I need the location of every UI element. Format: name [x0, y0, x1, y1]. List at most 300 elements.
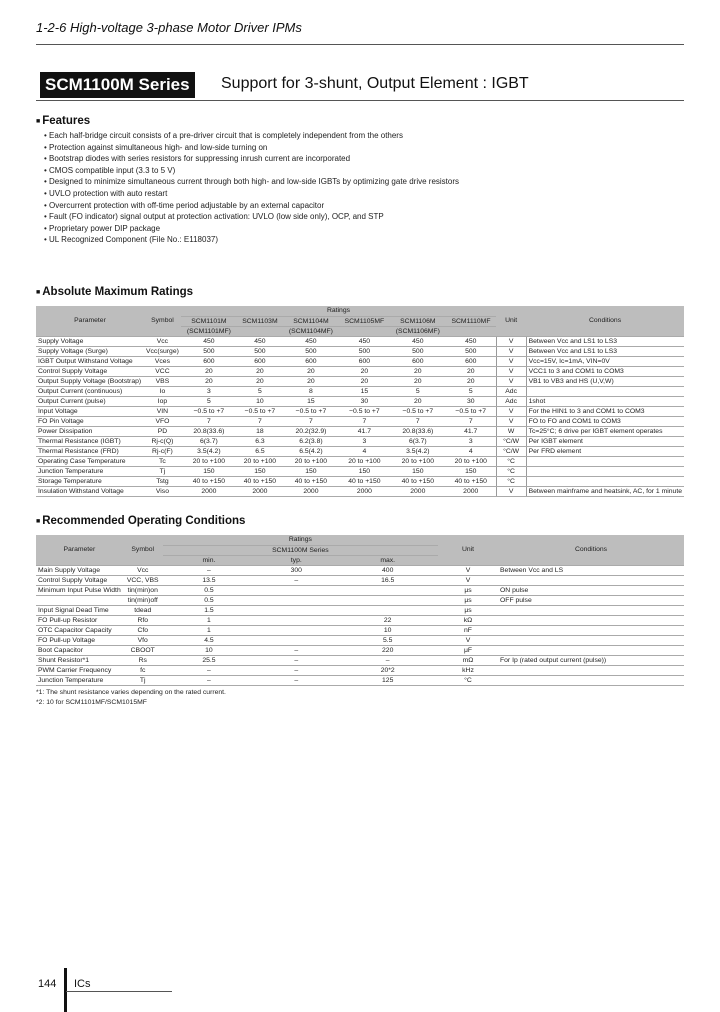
table-row [36, 605, 684, 615]
model-header: SCM1105MF [339, 316, 390, 326]
row-conditions: Between Vcc and LS [498, 565, 684, 575]
model-subheader: (SCM1106MF) [390, 326, 446, 336]
row-conditions [498, 675, 684, 685]
row-symbol: Vfo [123, 635, 163, 645]
row-unit: Adc [496, 396, 526, 406]
row-min: – [163, 565, 255, 575]
row-parameter: FO Pin Voltage [36, 416, 144, 426]
model-subheader: (SCM1101MF) [181, 326, 237, 336]
row-unit: μs [438, 585, 498, 595]
abs-col-parameter: Parameter [36, 306, 144, 336]
row-value: 10 [237, 396, 283, 406]
footnote-2: *2: 10 for SCM1101MF/SCM1015MF [36, 699, 147, 706]
row-typ: – [255, 575, 337, 585]
table-row [36, 436, 684, 446]
row-value: 20.8(33.6) [390, 426, 446, 436]
row-value: 6.3 [237, 436, 283, 446]
row-value: 20 [446, 366, 496, 376]
row-value: 450 [283, 336, 339, 346]
page-rule [66, 991, 172, 992]
row-unit: Adc [496, 386, 526, 396]
row-value: 5 [446, 386, 496, 396]
row-value: 20 [390, 396, 446, 406]
row-value: 150 [181, 466, 237, 476]
row-value: 4 [339, 446, 390, 456]
row-value: 600 [390, 356, 446, 366]
row-max [337, 595, 438, 605]
row-symbol: Rj-c(Q) [144, 436, 181, 446]
row-parameter: Thermal Resistance (IGBT) [36, 436, 144, 446]
row-symbol: Cfo [123, 625, 163, 635]
row-conditions: Tc=25°C; 6 drive per IGBT element operates [526, 426, 684, 436]
table-row [36, 386, 684, 396]
row-unit: kΩ [438, 615, 498, 625]
abs-col-conditions: Conditions [526, 306, 684, 336]
row-symbol: VIN [144, 406, 181, 416]
table-row [36, 416, 684, 426]
row-value: 450 [446, 336, 496, 346]
row-parameter: Control Supply Voltage [36, 366, 144, 376]
row-value: 20 [283, 376, 339, 386]
row-symbol: tdead [123, 605, 163, 615]
row-conditions: ON pulse [498, 585, 684, 595]
row-parameter: PWM Carrier Frequency [36, 665, 123, 675]
row-min: – [163, 665, 255, 675]
row-conditions: For Ip (rated output current (pulse)) [498, 655, 684, 665]
row-unit: °C [496, 476, 526, 486]
row-max: – [337, 655, 438, 665]
row-value: 600 [237, 356, 283, 366]
model-subheader [339, 326, 390, 336]
row-symbol: VFO [144, 416, 181, 426]
row-conditions [526, 386, 684, 396]
row-value: 5 [390, 386, 446, 396]
table-row [36, 476, 684, 486]
row-value: 5 [237, 386, 283, 396]
row-symbol: Io [144, 386, 181, 396]
row-symbol: PD [144, 426, 181, 436]
abs-col-unit: Unit [496, 306, 526, 336]
row-conditions: Between Vcc and LS1 to LS3 [526, 336, 684, 346]
row-min: 25.5 [163, 655, 255, 665]
table-row [36, 675, 684, 685]
row-conditions: For the HIN1 to 3 and COM1 to COM3 [526, 406, 684, 416]
row-symbol: tin(min)on [123, 585, 163, 595]
row-symbol: Vcc [123, 565, 163, 575]
row-value: 20 [390, 376, 446, 386]
table-row [36, 595, 684, 605]
row-symbol: tin(min)off [123, 595, 163, 605]
table-row [36, 366, 684, 376]
row-unit: V [496, 376, 526, 386]
row-conditions [526, 466, 684, 476]
row-conditions [498, 605, 684, 615]
table-row [36, 575, 684, 585]
page-section-label: ICs [74, 978, 91, 990]
row-max: 220 [337, 645, 438, 655]
row-value: 150 [237, 466, 283, 476]
row-value: 20 [446, 376, 496, 386]
row-value: 6.5 [237, 446, 283, 456]
row-symbol: Rj-c(F) [144, 446, 181, 456]
row-typ: – [255, 645, 337, 655]
row-parameter: IGBT Output Withstand Voltage [36, 356, 144, 366]
row-unit: μs [438, 595, 498, 605]
row-conditions [498, 575, 684, 585]
row-value: 7 [181, 416, 237, 426]
series-name: SCM1100M Series [40, 72, 195, 98]
row-value: 600 [283, 356, 339, 366]
row-value: 7 [339, 416, 390, 426]
row-value: 20 [181, 366, 237, 376]
row-max: 125 [337, 675, 438, 685]
row-parameter: Output Supply Voltage (Bootstrap) [36, 376, 144, 386]
row-conditions: Per FRD element [526, 446, 684, 456]
row-value: 20 to +100 [181, 456, 237, 466]
row-max: 22 [337, 615, 438, 625]
row-max [337, 605, 438, 615]
feature-item: • UL Recognized Component (File No.: E118037) [44, 234, 664, 246]
table-row [36, 466, 684, 476]
row-value: 7 [446, 416, 496, 426]
row-value: 500 [339, 346, 390, 356]
table-row [36, 396, 684, 406]
table-row [36, 655, 684, 665]
row-unit: V [496, 486, 526, 496]
row-value: 20 to +100 [283, 456, 339, 466]
table-row [36, 426, 684, 436]
row-min: 0.5 [163, 585, 255, 595]
row-symbol: Tj [123, 675, 163, 685]
row-value: 500 [283, 346, 339, 356]
row-conditions: Between Vcc and LS1 to LS3 [526, 346, 684, 356]
row-conditions: 1shot [526, 396, 684, 406]
features-heading: ■ Features [36, 115, 90, 127]
row-value: 600 [446, 356, 496, 366]
row-conditions [526, 456, 684, 466]
row-value: 20 to +100 [446, 456, 496, 466]
row-value: 20 [283, 366, 339, 376]
row-typ: – [255, 655, 337, 665]
row-value: 6(3.7) [181, 436, 237, 446]
rec-op-heading: ■ Recommended Operating Conditions [36, 515, 245, 527]
rec-col-conditions: Conditions [498, 535, 684, 565]
footnote-1: *1: The shunt resistance varies depending on the rated current. [36, 689, 226, 696]
row-value: 3 [339, 436, 390, 446]
series-subtitle: Support for 3-shunt, Output Element : IGBT [221, 75, 529, 92]
row-value: 2000 [339, 486, 390, 496]
row-conditions [498, 615, 684, 625]
row-unit: nF [438, 625, 498, 635]
row-value: 40 to +150 [446, 476, 496, 486]
row-conditions: Per IGBT element [526, 436, 684, 446]
row-min: 4.5 [163, 635, 255, 645]
abs-max-table [36, 306, 684, 497]
row-unit: V [438, 635, 498, 645]
row-unit: V [438, 575, 498, 585]
row-value: 18 [237, 426, 283, 436]
row-value: 500 [181, 346, 237, 356]
row-symbol: VCC, VBS [123, 575, 163, 585]
rec-col-series: SCM1100M Series [163, 545, 438, 555]
row-value: 450 [237, 336, 283, 346]
row-value: 15 [283, 396, 339, 406]
row-conditions [498, 645, 684, 655]
row-unit: W [496, 426, 526, 436]
row-value: 20.8(33.6) [181, 426, 237, 436]
row-conditions: Vcc=15V, Ic=1mA, VIN=0V [526, 356, 684, 366]
series-rule [36, 100, 684, 101]
row-unit: V [496, 416, 526, 426]
row-max: 400 [337, 565, 438, 575]
table-row [36, 456, 684, 466]
model-header: SCM1101M [181, 316, 237, 326]
row-value: 2000 [283, 486, 339, 496]
row-parameter: Power Dissipation [36, 426, 144, 436]
row-symbol: VCC [144, 366, 181, 376]
row-value: 7 [390, 416, 446, 426]
row-symbol: Viso [144, 486, 181, 496]
row-max: 20*2 [337, 665, 438, 675]
row-value: 20 to +100 [339, 456, 390, 466]
rec-col-unit: Unit [438, 535, 498, 565]
feature-item: • Proprietary power DIP package [44, 223, 664, 235]
row-value: 450 [390, 336, 446, 346]
row-min: 1.5 [163, 605, 255, 615]
row-parameter: Storage Temperature [36, 476, 144, 486]
row-max: 16.5 [337, 575, 438, 585]
row-parameter: Supply Voltage [36, 336, 144, 346]
row-max [337, 585, 438, 595]
row-value: 2000 [446, 486, 496, 496]
table-row [36, 346, 684, 356]
row-conditions: FO to FO and COM1 to COM3 [526, 416, 684, 426]
table-row [36, 565, 684, 575]
row-value: −0.5 to +7 [283, 406, 339, 416]
row-unit: °C [496, 466, 526, 476]
table-row [36, 486, 684, 496]
row-parameter: Thermal Resistance (FRD) [36, 446, 144, 456]
feature-item: • Designed to minimize simultaneous current through both high- and low-side IGBTs by optimizing gate drive resistors [44, 176, 664, 188]
row-symbol: Vcc [144, 336, 181, 346]
rec-col-max: max. [337, 555, 438, 565]
feature-item: • Protection against simultaneous high- and low-side turning on [44, 142, 664, 154]
page-number: 144 [38, 978, 57, 990]
row-value: 3.5(4.2) [181, 446, 237, 456]
row-conditions [498, 665, 684, 675]
row-conditions: OFF pulse [498, 595, 684, 605]
row-value: 20 to +100 [390, 456, 446, 466]
row-unit: °C/W [496, 446, 526, 456]
row-value: 3 [181, 386, 237, 396]
row-min: 1 [163, 615, 255, 625]
row-typ [255, 625, 337, 635]
row-value: 8 [283, 386, 339, 396]
rec-col-typ: typ. [255, 555, 337, 565]
row-parameter: Input Signal Dead Time [36, 605, 123, 615]
table-row [36, 665, 684, 675]
row-value: 500 [237, 346, 283, 356]
top-rule [36, 44, 684, 45]
row-parameter: Output Current (pulse) [36, 396, 144, 406]
row-value: 15 [339, 386, 390, 396]
row-typ [255, 635, 337, 645]
row-unit: μs [438, 605, 498, 615]
row-typ: – [255, 665, 337, 675]
model-subheader [446, 326, 496, 336]
row-value: 6.5(4.2) [283, 446, 339, 456]
row-value: 600 [339, 356, 390, 366]
row-parameter: OTC Capacitor Capacity [36, 625, 123, 635]
feature-item: • Fault (FO indicator) signal output at protection activation: UVLO (low side only), OCP, and STP [44, 211, 664, 223]
row-symbol: Rs [123, 655, 163, 665]
rec-op-table [36, 535, 684, 686]
row-value: 150 [390, 466, 446, 476]
row-value: −0.5 to +7 [237, 406, 283, 416]
table-row [36, 615, 684, 625]
row-value: −0.5 to +7 [390, 406, 446, 416]
row-parameter: Junction Temperature [36, 675, 123, 685]
row-symbol: Tc [144, 456, 181, 466]
rec-col-min: min. [163, 555, 255, 565]
row-unit: kHz [438, 665, 498, 675]
row-value: 450 [339, 336, 390, 346]
rec-col-ratings: Ratings [163, 535, 438, 545]
row-value: 20 [237, 366, 283, 376]
row-min: 1 [163, 625, 255, 635]
row-symbol: Vcc(surge) [146, 347, 179, 355]
row-symbol: Tj [144, 466, 181, 476]
row-value: 500 [390, 346, 446, 356]
row-max: 5.5 [337, 635, 438, 645]
row-unit: V [496, 336, 526, 346]
row-value: 4 [446, 446, 496, 456]
row-unit: V [496, 366, 526, 376]
row-value: 2000 [237, 486, 283, 496]
row-parameter: Shunt Resistor*1 [36, 655, 123, 665]
row-value: 20 [390, 366, 446, 376]
row-symbol: CBOOT [123, 645, 163, 655]
row-min: 13.5 [163, 575, 255, 585]
row-value: 150 [446, 466, 496, 476]
rec-col-parameter: Parameter [36, 535, 123, 565]
table-row [36, 625, 684, 635]
row-value: 7 [237, 416, 283, 426]
row-value: 20.2(32.9) [283, 426, 339, 436]
row-value: 450 [181, 336, 237, 346]
row-value: 40 to +150 [283, 476, 339, 486]
row-value: 500 [446, 346, 496, 356]
row-value: −0.5 to +7 [446, 406, 496, 416]
row-value: 150 [283, 466, 339, 476]
abs-col-ratings: Ratings [181, 306, 496, 316]
row-value: 40 to +150 [339, 476, 390, 486]
row-unit: °C/W [496, 436, 526, 446]
row-parameter: Boot Capacitor [36, 645, 123, 655]
row-unit: mΩ [438, 655, 498, 665]
row-parameter: FO Pull-up Voltage [36, 635, 123, 645]
model-header: SCM1104M [283, 316, 339, 326]
table-row [36, 585, 684, 595]
row-value: 150 [339, 466, 390, 476]
feature-item: • Each half-bridge circuit consists of a pre-driver circuit that is completely independent from the others [44, 130, 664, 142]
table-row [36, 446, 684, 456]
row-parameter: Insulation Withstand Voltage [36, 486, 144, 496]
row-unit: V [496, 406, 526, 416]
row-conditions: VB1 to VB3 and HS (U,V,W) [526, 376, 684, 386]
row-value: 20 [339, 376, 390, 386]
row-conditions [498, 625, 684, 635]
feature-item: • Overcurrent protection with off-time period adjustable by an external capacitor [44, 200, 664, 212]
row-parameter: Input Voltage [36, 406, 144, 416]
row-typ: 300 [255, 565, 337, 575]
row-value: 600 [181, 356, 237, 366]
page-bar [64, 968, 67, 1012]
row-conditions [526, 476, 684, 486]
table-row [36, 356, 684, 366]
row-value: 40 to +150 [237, 476, 283, 486]
table-row [36, 406, 684, 416]
feature-item: • Bootstrap diodes with series resistors for suppressing inrush current are incorporated [44, 153, 664, 165]
row-parameter: Minimum Input Pulse Width [38, 586, 121, 594]
rec-col-symbol: Symbol [123, 535, 163, 565]
abs-col-symbol: Symbol [144, 306, 181, 336]
row-value: 20 [339, 366, 390, 376]
table-row [36, 635, 684, 645]
row-value: −0.5 to +7 [339, 406, 390, 416]
row-value: 6.2(3.8) [283, 436, 339, 446]
row-symbol: Iop [144, 396, 181, 406]
row-parameter: FO Pull-up Resistor [36, 615, 123, 625]
row-value: 7 [283, 416, 339, 426]
row-value: 2000 [390, 486, 446, 496]
row-symbol: Rfo [123, 615, 163, 625]
features-list [44, 130, 664, 246]
model-subheader [237, 326, 283, 336]
row-value: 41.7 [446, 426, 496, 436]
row-value: 6(3.7) [390, 436, 446, 446]
row-unit: °C [496, 456, 526, 466]
row-unit: V [496, 356, 526, 366]
row-value: 20 to +100 [237, 456, 283, 466]
row-typ [255, 615, 337, 625]
row-symbol: Tstg [144, 476, 181, 486]
row-value: 5 [181, 396, 237, 406]
row-value: 30 [339, 396, 390, 406]
model-header: SCM1103M [237, 316, 283, 326]
row-value: 40 to +150 [390, 476, 446, 486]
row-unit: °C [438, 675, 498, 685]
row-unit: μF [438, 645, 498, 655]
model-header: SCM1106M [390, 316, 446, 326]
row-value: 3.5(4.2) [390, 446, 446, 456]
model-header: SCM1110MF [446, 316, 496, 326]
feature-item: • CMOS compatible input (3.3 to 5 V) [44, 165, 664, 177]
row-value: 2000 [181, 486, 237, 496]
table-row [36, 376, 684, 386]
row-typ [255, 595, 337, 605]
row-parameter [36, 595, 123, 605]
row-conditions [498, 635, 684, 645]
row-value: 20 [237, 376, 283, 386]
row-typ: – [255, 675, 337, 685]
row-symbol: VBS [144, 376, 181, 386]
row-parameter: Junction Temperature [36, 466, 144, 476]
row-typ [255, 585, 337, 595]
feature-item: • UVLO protection with auto restart [44, 188, 664, 200]
row-min: 10 [163, 645, 255, 655]
row-parameter: Supply Voltage (Surge) [36, 346, 144, 356]
